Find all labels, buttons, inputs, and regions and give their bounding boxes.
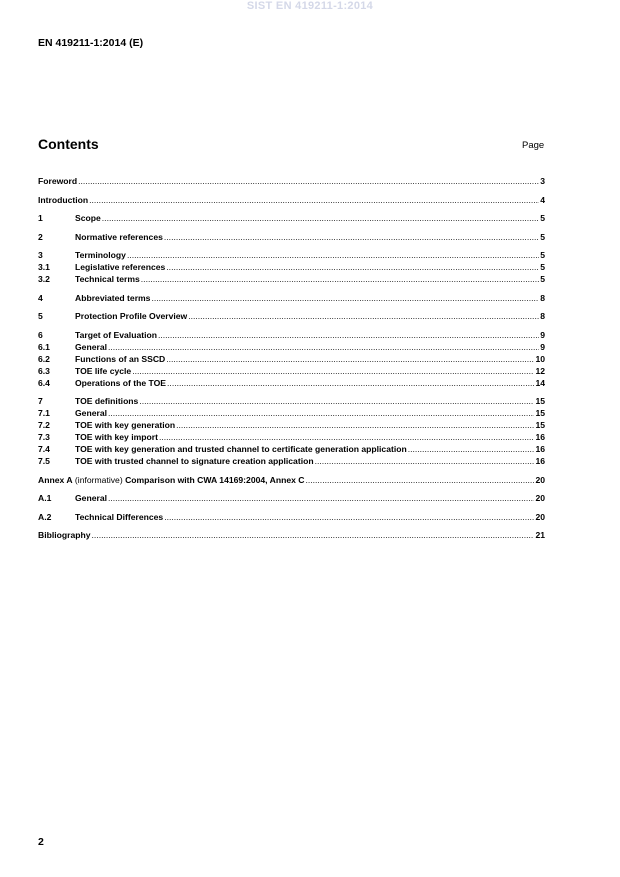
toc-entry-title: Operations of the TOE xyxy=(75,377,167,388)
toc-dot-leader xyxy=(92,529,535,541)
toc-entry-page: 12 xyxy=(535,365,545,376)
toc-entry[interactable] xyxy=(38,310,545,322)
toc-entry[interactable] xyxy=(38,431,545,443)
toc-entry-title: TOE with key import xyxy=(75,432,158,442)
toc-dot-leader xyxy=(141,273,539,285)
toc-entry-page: 10 xyxy=(535,353,545,364)
toc-entry[interactable] xyxy=(38,353,545,365)
toc-entry-page: 20 xyxy=(535,493,545,503)
toc-dot-leader xyxy=(159,431,535,443)
toc-entry-title: TOE with key generation and trusted channel to certificate generation application xyxy=(75,444,407,454)
toc-dot-leader xyxy=(167,377,534,389)
toc-entry-page: 5 xyxy=(540,274,545,284)
toc-entry[interactable] xyxy=(38,419,545,431)
toc-entry-title: Functions of an SSCD xyxy=(75,353,166,364)
toc-dot-leader xyxy=(408,443,535,455)
toc-entry-title: Foreword xyxy=(38,176,78,186)
toc-dot-leader xyxy=(78,175,539,187)
toc-entry-title: Introduction xyxy=(38,194,89,205)
toc-entry[interactable] xyxy=(38,443,545,455)
toc-entry-number: 7.5 xyxy=(38,456,50,466)
toc-dot-leader xyxy=(127,249,539,261)
toc-entry-number: 7.3 xyxy=(38,432,50,442)
toc-entry-page: 5 xyxy=(540,213,545,223)
toc-entry[interactable] xyxy=(38,511,545,523)
toc-entry-title: General xyxy=(75,493,108,503)
toc-entry-title: Scope xyxy=(75,213,101,223)
toc-entry-title: Technical terms xyxy=(75,274,140,284)
toc-entry-number: 6.2 xyxy=(38,353,50,364)
toc-entry[interactable] xyxy=(38,194,545,206)
toc-entry[interactable] xyxy=(38,395,545,407)
toc-entry-number: 7 xyxy=(38,396,43,406)
toc-entry-title: General xyxy=(75,408,108,418)
toc-entry-number: 7.1 xyxy=(38,408,50,418)
toc-entry-number: 7.4 xyxy=(38,444,50,454)
toc-dot-leader xyxy=(139,395,534,407)
toc-entry-page: 5 xyxy=(540,231,545,242)
toc-entry[interactable] xyxy=(38,212,545,224)
page-number: 2 xyxy=(38,836,44,848)
toc-entry-title: TOE definitions xyxy=(75,396,139,406)
toc-entry-title: Technical Differences xyxy=(75,511,164,522)
toc-entry-number: 5 xyxy=(38,311,43,321)
page-column-label: Page xyxy=(522,140,545,151)
toc-entry-title: Normative references xyxy=(75,231,163,242)
toc-dot-leader xyxy=(166,353,534,365)
contents-heading: Contents xyxy=(38,136,99,152)
toc-entry-page: 15 xyxy=(535,420,545,430)
toc-entry-title: TOE with key generation xyxy=(75,420,176,430)
toc-dot-leader xyxy=(315,455,535,467)
toc-entry[interactable] xyxy=(38,273,545,285)
toc-dot-leader xyxy=(151,292,539,304)
toc-entry-page: 20 xyxy=(535,474,545,485)
toc-entry-title: Terminology xyxy=(75,250,126,260)
watermark: SIST EN 419211-1:2014 xyxy=(246,0,374,12)
toc-entry-title: Target of Evaluation xyxy=(75,329,157,340)
toc-entry-title: Annex A (informative) Comparison with CWA 14169:2004, Annex C xyxy=(38,474,305,485)
toc-entry-page: 3 xyxy=(540,176,545,186)
toc-dot-leader xyxy=(89,194,539,206)
toc-dot-leader xyxy=(164,511,534,523)
toc-entry-title: TOE life cycle xyxy=(75,365,132,376)
toc-entry-page: 21 xyxy=(535,530,545,540)
toc-dot-leader xyxy=(305,474,534,486)
toc-entry-page: 9 xyxy=(540,329,545,340)
toc-entry-number: 6 xyxy=(38,329,43,340)
toc-entry-number: 7.2 xyxy=(38,420,50,430)
toc-entry[interactable] xyxy=(38,249,545,261)
toc-entry[interactable] xyxy=(38,377,545,389)
document-id: EN 419211-1:2014 (E) xyxy=(38,37,144,49)
toc-entry-title: Protection Profile Overview xyxy=(75,311,188,321)
toc-entry[interactable] xyxy=(38,175,545,187)
toc-entry[interactable] xyxy=(38,292,545,304)
toc-entry-number: 6.3 xyxy=(38,365,50,376)
toc-entry[interactable] xyxy=(38,474,545,486)
toc-entry-page: 16 xyxy=(535,456,545,466)
toc-entry-number: 1 xyxy=(38,213,43,223)
toc-entry-page: 16 xyxy=(535,444,545,454)
toc-entry-page: 15 xyxy=(535,408,545,418)
toc-dot-leader xyxy=(102,212,539,224)
toc-entry-number: 3.1 xyxy=(38,262,50,272)
toc-entry-number: 3 xyxy=(38,250,43,260)
toc-entry[interactable] xyxy=(38,329,545,341)
toc-dot-leader xyxy=(132,365,534,377)
toc-dot-leader xyxy=(108,492,534,504)
toc-entry[interactable] xyxy=(38,365,545,377)
toc-entry-page: 9 xyxy=(540,341,545,352)
toc-entry-page: 15 xyxy=(535,396,545,406)
toc-entry[interactable] xyxy=(38,407,545,419)
toc-entry-page: 8 xyxy=(540,292,545,303)
toc-entry[interactable] xyxy=(38,341,545,353)
toc-entry-number: 4 xyxy=(38,292,43,303)
toc-entry-number: 3.2 xyxy=(38,274,50,284)
toc-dot-leader xyxy=(158,329,539,341)
toc-entry[interactable] xyxy=(38,455,545,467)
table-of-contents xyxy=(38,175,545,541)
toc-dot-leader xyxy=(108,407,534,419)
toc-entry-title: Legislative references xyxy=(75,262,166,272)
toc-entry-page: 5 xyxy=(540,250,545,260)
toc-entry[interactable] xyxy=(38,231,545,243)
toc-entry-page: 20 xyxy=(535,511,545,522)
toc-dot-leader xyxy=(108,341,539,353)
toc-entry-number: A.2 xyxy=(38,511,52,522)
toc-entry-number: A.1 xyxy=(38,493,52,503)
toc-dot-leader xyxy=(176,419,534,431)
toc-entry-number: 6.1 xyxy=(38,341,50,352)
toc-entry-page: 4 xyxy=(540,194,545,205)
toc-dot-leader xyxy=(164,231,539,243)
toc-entry[interactable] xyxy=(38,492,545,504)
toc-entry-number: 6.4 xyxy=(38,377,50,388)
toc-entry-title: Abbreviated terms xyxy=(75,292,151,303)
toc-entry[interactable] xyxy=(38,261,545,273)
toc-entry-number: 2 xyxy=(38,231,43,242)
toc-entry-page: 5 xyxy=(540,262,545,272)
toc-entry-title: Bibliography xyxy=(38,530,91,540)
toc-dot-leader xyxy=(166,261,539,273)
toc-entry-page: 14 xyxy=(535,377,545,388)
toc-dot-leader xyxy=(188,310,539,322)
toc-entry-title: TOE with trusted channel to signature creation application xyxy=(75,456,314,466)
toc-entry-page: 16 xyxy=(535,432,545,442)
toc-entry[interactable] xyxy=(38,529,545,541)
toc-entry-title: General xyxy=(75,341,108,352)
toc-entry-page: 8 xyxy=(540,311,545,321)
